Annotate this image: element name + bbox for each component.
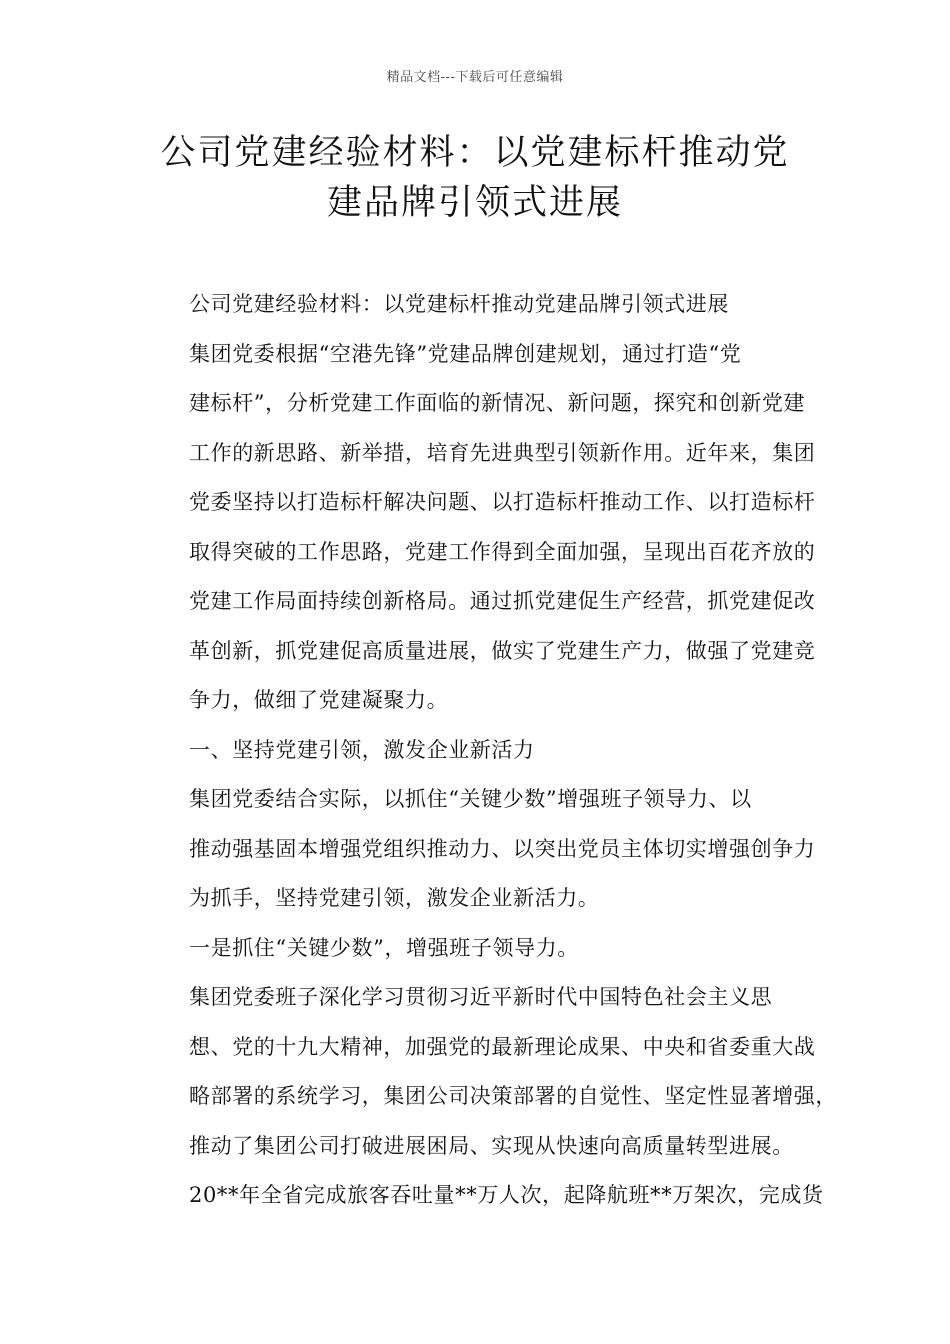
- text-line: 建标杆”，分析党建工作面临的新情况、新问题，探究和创新党建: [189, 391, 806, 415]
- text-line: 革创新，抓党建促高质量进展，做实了党建生产力，做强了党建竞: [189, 638, 816, 663]
- section-heading: [145, 726, 825, 776]
- paragraph-subtitle: [145, 280, 825, 330]
- text-line: 集团党委结合实际，以抓住“关键少数”增强班子领导力、以: [189, 787, 752, 811]
- text-line: 想、党的十九大精神，加强党的最新理论成果、中央和省委重大战: [189, 1034, 816, 1059]
- document-body: [145, 280, 837, 1221]
- text-line: 一、坚持党建引领，激发企业新活力: [189, 737, 535, 762]
- paragraph-intro: [145, 330, 825, 726]
- text-line: 取得突破的工作思路，党建工作得到全面加强，呈现出百花齐放的: [189, 539, 816, 564]
- text-line: 党建工作局面持续创新格局。通过抓党建促生产经营，抓党建促改: [189, 589, 816, 613]
- text-line: 集团党委根据“空港先锋”党建品牌创建规划，通过打造“党: [189, 341, 742, 366]
- text-line: 略部署的系统学习，集团公司决策部署的自觉性、坚定性显著增强，: [189, 1084, 837, 1108]
- text-line: 党委坚持以打造标杆解决问题、以打造标杆推动工作、以打造标杆: [189, 490, 816, 514]
- text-line: 工作的新思路、新举措，培育先进典型引领新作用。近年来，集团: [189, 440, 816, 465]
- title-line: 建品牌引领式进展: [326, 183, 623, 223]
- paragraph-detail: [145, 973, 837, 1221]
- title-line: 公司党建经验材料：以党建标杆推动党: [160, 133, 790, 173]
- text-line: 20**年全省完成旅客吞吐量**万人次，起降航班**万架次，完成货: [189, 1183, 824, 1207]
- document-title: [120, 128, 830, 228]
- document-header: 精品文档---下载后可任意编辑: [386, 70, 564, 85]
- text-line: 一是抓住“关键少数”，增强班子领导力。: [189, 935, 579, 960]
- text-line: 推动强基固本增强党组织推动力、以突出党员主体切实增强创争力: [189, 836, 816, 861]
- text-line: 公司党建经验材料：以党建标杆推动党建品牌引领式进展: [189, 292, 729, 316]
- text-line: 推动了集团公司打破进展困局、实现从快速向高质量转型进展。: [189, 1133, 794, 1158]
- paragraph-section-intro: [145, 775, 825, 924]
- text-line: 为抓手，坚持党建引领，激发企业新活力。: [189, 886, 600, 910]
- text-line: 争力，做细了党建凝聚力。: [189, 688, 449, 712]
- subsection-heading: [145, 924, 825, 974]
- text-line: 集团党委班子深化学习贯彻习近平新时代中国特色社会主义思: [189, 985, 773, 1009]
